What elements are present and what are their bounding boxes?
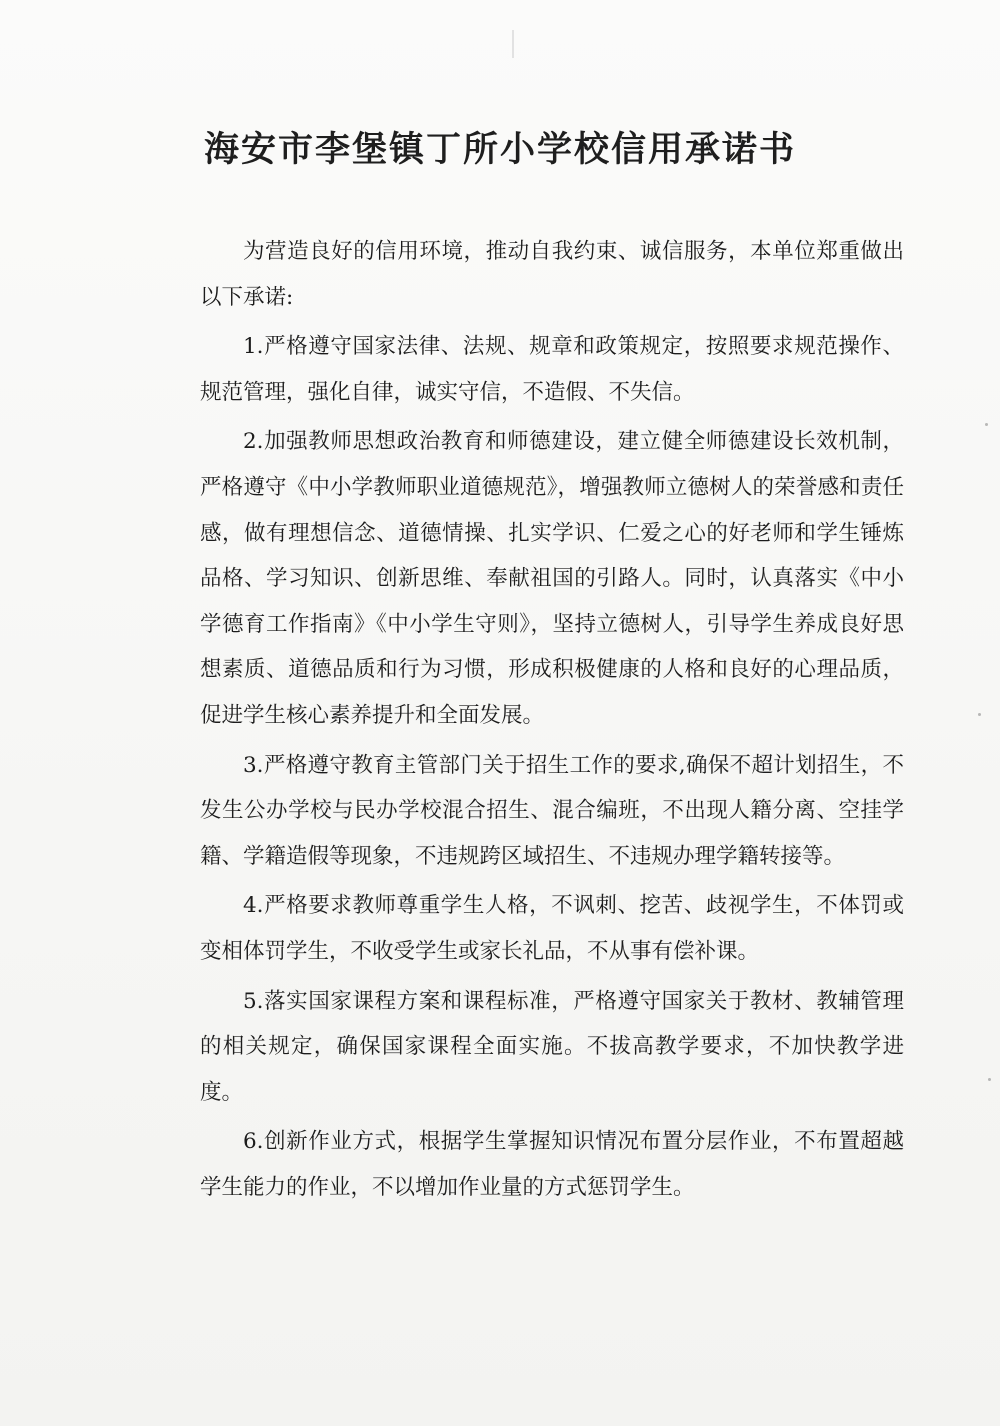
commitment-item-5: 5.落实国家课程方案和课程标准，严格遵守国家关于教材、教辅管理的相关规定，确保国家课程全面实施。不拔高教学要求，不加快教学进度。 <box>200 988 904 1105</box>
document-title: 海安市李堡镇丁所小学校信用承诺书 <box>203 130 796 170</box>
intro-paragraph: 为营造良好的信用环境，推动自我约束、诚信服务，本单位郑重做出以下承诺: <box>200 239 904 310</box>
commitment-item-1: 1.严格遵守国家法律、法规、规章和政策规定，按照要求规范操作、规范管理，强化自律，诚实守信，不造假、不失信。 <box>200 334 904 405</box>
commitment-item-6: 6.创新作业方式，根据学生掌握知识情况布置分层作业，不布置超越学生能力的作业，不以增加作业量的方式惩罚学生。 <box>200 1129 904 1200</box>
commitment-item-2: 2.加强教师思想政治教育和师德建设，建立健全师德建设长效机制，严格遵守《中小学教师职业道德规范》，增强教师立德树人的荣誉感和责任感，做有理想信念、道德情操、扎实学识、仁爱之心的好老师和学生锤炼品格、学习知识、创新思维、奉献祖国的引路人。同时，认真落实《中小学德育工作指南》《中小学生守则》，坚持立德树人，引导学生养成良好思想素质、道德品质和行为习惯，形成积极健康的人格和良好的心理品质，促进学生核心素养提升和全面发展。 <box>200 429 904 728</box>
document-body <box>200 229 904 1210</box>
scan-speck <box>988 1078 991 1081</box>
scan-speck <box>978 713 981 716</box>
commitment-item-3: 3.严格遵守教育主管部门关于招生工作的要求,确保不超计划招生，不发生公办学校与民办学校混合招生、混合编班，不出现人籍分离、空挂学籍、学籍造假等现象，不违规跨区域招生、不违规办理学籍转接等。 <box>200 752 904 869</box>
commitment-item-4: 4.严格要求教师尊重学生人格，不讽刺、挖苦、歧视学生，不体罚或变相体罚学生，不收受学生或家长礼品，不从事有偿补课。 <box>200 893 904 964</box>
scan-mark <box>512 30 514 58</box>
scan-speck <box>985 423 988 426</box>
